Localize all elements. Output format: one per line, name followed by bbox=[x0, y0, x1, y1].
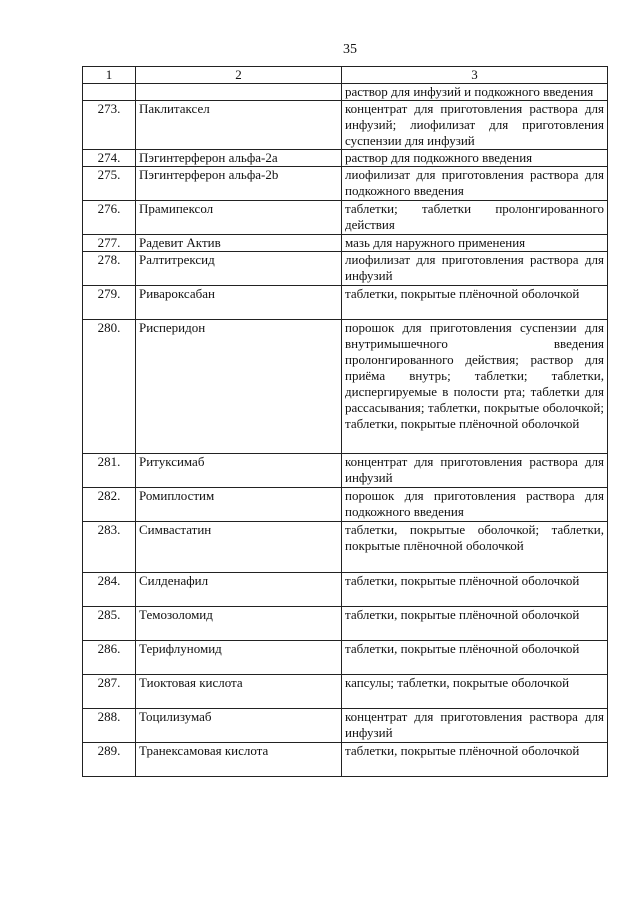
drug-table bbox=[82, 66, 608, 777]
table-row bbox=[83, 607, 608, 641]
table-row bbox=[83, 101, 608, 150]
table-row bbox=[83, 320, 608, 454]
table-row bbox=[83, 454, 608, 488]
drug-name: Радевит Актив bbox=[136, 235, 342, 252]
table-row bbox=[83, 252, 608, 286]
row-number: 277. bbox=[83, 235, 136, 252]
table-row bbox=[83, 167, 608, 201]
row-number: 279. bbox=[83, 286, 136, 320]
header-row bbox=[83, 67, 608, 84]
dosage-form: концентрат для приготовления раствора для инфузий bbox=[342, 454, 608, 488]
continuation-name bbox=[136, 84, 342, 101]
dosage-form: раствор для подкожного введения bbox=[342, 150, 608, 167]
drug-name: Прамипексол bbox=[136, 201, 342, 235]
table-row bbox=[83, 641, 608, 675]
row-number: 282. bbox=[83, 488, 136, 522]
table-row bbox=[83, 488, 608, 522]
column-header-number: 1 bbox=[83, 67, 136, 84]
drug-name: Ривароксабан bbox=[136, 286, 342, 320]
dosage-form: таблетки, покрытые оболочкой; таблетки, покрытые плёночной оболочкой bbox=[342, 522, 608, 573]
row-number: 273. bbox=[83, 101, 136, 150]
dosage-form: концентрат для приготовления раствора для инфузий; лиофилизат для приготовления суспензии для инфузий bbox=[342, 101, 608, 150]
table-row bbox=[83, 235, 608, 252]
drug-name: Силденафил bbox=[136, 573, 342, 607]
dosage-form: порошок для приготовления раствора для подкожного введения bbox=[342, 488, 608, 522]
drug-name: Терифлуномид bbox=[136, 641, 342, 675]
row-number: 275. bbox=[83, 167, 136, 201]
table-row bbox=[83, 675, 608, 709]
drug-name: Пэгинтерферон альфа-2a bbox=[136, 150, 342, 167]
row-number: 280. bbox=[83, 320, 136, 454]
row-number: 278. bbox=[83, 252, 136, 286]
drug-name: Ралтитрексид bbox=[136, 252, 342, 286]
row-number: 281. bbox=[83, 454, 136, 488]
dosage-form: мазь для наружного применения bbox=[342, 235, 608, 252]
page-number: 35 bbox=[343, 42, 357, 57]
dosage-form: таблетки, покрытые плёночной оболочкой bbox=[342, 573, 608, 607]
dosage-form: концентрат для приготовления раствора для инфузий bbox=[342, 709, 608, 743]
table-row bbox=[83, 573, 608, 607]
dosage-form: лиофилизат для приготовления раствора для инфузий bbox=[342, 252, 608, 286]
table-row bbox=[83, 743, 608, 777]
row-number: 284. bbox=[83, 573, 136, 607]
row-number: 288. bbox=[83, 709, 136, 743]
row-number: 289. bbox=[83, 743, 136, 777]
continuation-form: раствор для инфузий и подкожного введения bbox=[342, 84, 608, 101]
drug-name: Ромиплостим bbox=[136, 488, 342, 522]
drug-name: Ритуксимаб bbox=[136, 454, 342, 488]
row-number: 287. bbox=[83, 675, 136, 709]
dosage-form: таблетки, покрытые плёночной оболочкой bbox=[342, 641, 608, 675]
column-header-form: 3 bbox=[342, 67, 608, 84]
drug-name: Рисперидон bbox=[136, 320, 342, 454]
column-header-name: 2 bbox=[136, 67, 342, 84]
row-number: 283. bbox=[83, 522, 136, 573]
dosage-form: таблетки; таблетки пролонгированного действия bbox=[342, 201, 608, 235]
dosage-form: капсулы; таблетки, покрытые оболочкой bbox=[342, 675, 608, 709]
table-row bbox=[83, 286, 608, 320]
drug-name: Тоцилизумаб bbox=[136, 709, 342, 743]
drug-name: Паклитаксел bbox=[136, 101, 342, 150]
dosage-form: порошок для приготовления суспензии для внутримышечного введения пролонгированного действия; раствор для приёма внутрь; таблетки; таблетки, диспергируемые в полости рта; таблетки для рассасывания; таблетки, покрытые оболочкой; таблетки, покрытые плёночной оболочкой bbox=[342, 320, 608, 454]
drug-name: Пэгинтерферон альфа-2b bbox=[136, 167, 342, 201]
drug-name: Транексамовая кислота bbox=[136, 743, 342, 777]
drug-name: Темозоломид bbox=[136, 607, 342, 641]
dosage-form: таблетки, покрытые плёночной оболочкой bbox=[342, 286, 608, 320]
table-row bbox=[83, 201, 608, 235]
table-row bbox=[83, 709, 608, 743]
row-number: 285. bbox=[83, 607, 136, 641]
continuation-row bbox=[83, 84, 608, 101]
drug-name: Тиоктовая кислота bbox=[136, 675, 342, 709]
row-number: 286. bbox=[83, 641, 136, 675]
dosage-form: лиофилизат для приготовления раствора для подкожного введения bbox=[342, 167, 608, 201]
dosage-form: таблетки, покрытые плёночной оболочкой bbox=[342, 607, 608, 641]
table-row bbox=[83, 522, 608, 573]
drug-name: Симвастатин bbox=[136, 522, 342, 573]
dosage-form: таблетки, покрытые плёночной оболочкой bbox=[342, 743, 608, 777]
table-row bbox=[83, 150, 608, 167]
row-number: 274. bbox=[83, 150, 136, 167]
row-number: 276. bbox=[83, 201, 136, 235]
continuation-number bbox=[83, 84, 136, 101]
